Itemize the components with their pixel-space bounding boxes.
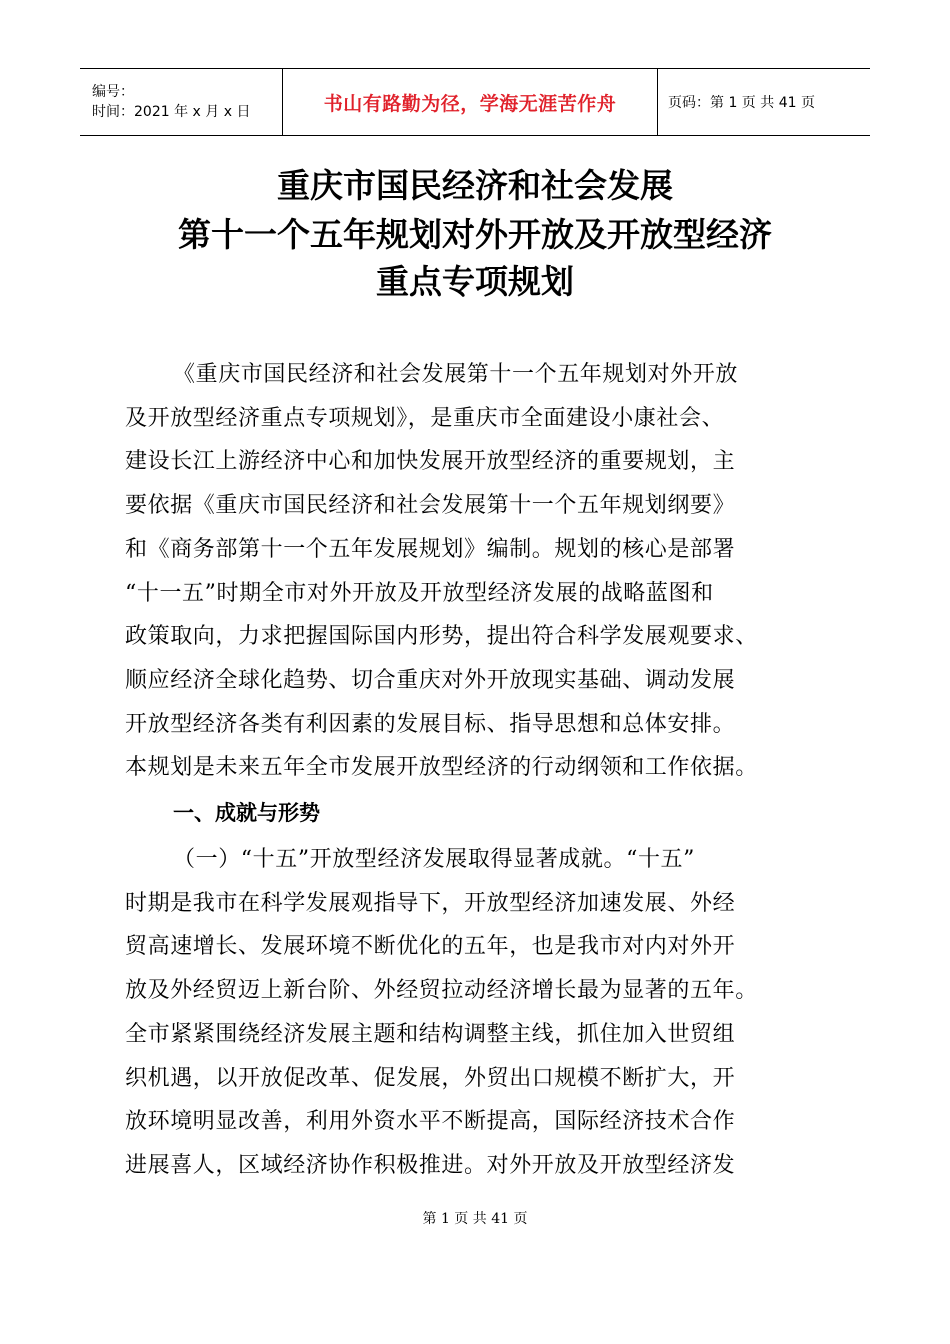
paragraph-line: 放环境明显改善，利用外资水平不断提高，国际经济技术合作 [125, 1109, 736, 1135]
document-time-label: 时间：2021 年 x 月 x 日 [92, 104, 251, 120]
paragraph-line: 全市紧紧围绕经济发展主题和结构调整主线，抓住加入世贸组 [125, 1021, 736, 1047]
paragraph-line: 及开放型经济重点专项规划》，是重庆市全面建设小康社会、 [125, 405, 725, 431]
paragraph-line: 进展喜人，区域经济协作积极推进。对外开放及开放型经济发 [125, 1152, 736, 1178]
paragraph-line: 《重庆市国民经济和社会发展第十一个五年规划对外开放 [173, 362, 739, 387]
paragraph-line: “十一五”时期全市对外开放及开放型经济发展的战略蓝图和 [125, 580, 714, 606]
section-heading: 一、成就与形势 [173, 801, 320, 825]
paragraph-line: 政策取向，力求把握国际国内形势，提出符合科学发展观要求、 [125, 624, 758, 650]
document-header [80, 68, 870, 136]
paragraph-line: 时期是我市在科学发展观指导下，开放型经济加速发展、外经 [125, 890, 736, 916]
paragraph-line: 开放型经济各类有利因素的发展目标、指导思想和总体安排。 [125, 711, 736, 737]
header-meta [80, 69, 282, 135]
section-paragraph [125, 838, 845, 1188]
title-line-1: 重庆市国民经济和社会发展 [277, 166, 673, 205]
paragraph-line: 放及外经贸迈上新台阶、外经贸拉动经济增长最为显著的五年。 [125, 978, 758, 1004]
paragraph-line: 贸高速增长、发展环境不断优化的五年，也是我市对内对外开 [125, 934, 736, 960]
paragraph-line: 建设长江上游经济中心和加快发展开放型经济的重要规划，主 [125, 449, 736, 475]
title-line-3: 重点专项规划 [376, 262, 574, 301]
paragraph-line: （一）“十五”开放型经济发展取得显著成就。“十五” [173, 847, 695, 872]
paragraph-line: 织机遇，以开放促改革、促发展，外贸出口规模不断扩大，开 [125, 1065, 736, 1091]
intro-paragraph [125, 353, 845, 790]
paragraph-line: 和《商务部第十一个五年发展规划》编制。规划的核心是部署 [125, 536, 736, 562]
title-line-2: 第十一个五年规划对外开放及开放型经济 [178, 215, 772, 254]
paragraph-line: 本规划是未来五年全市发展开放型经济的行动纲领和工作依据。 [125, 755, 758, 781]
header-motto-cell [282, 69, 658, 135]
header-motto: 书山有路勤为径，学海无涯苦作舟 [323, 92, 617, 115]
header-page-info: 页码：第 1 页 共 41 页 [668, 95, 815, 111]
page-footer: 第 1 页 共 41 页 [422, 1211, 528, 1227]
paragraph-line: 要依据《重庆市国民经济和社会发展第十一个五年规划纲要》 [125, 493, 736, 519]
paragraph-line: 顺应经济全球化趋势、切合重庆对外开放现实基础、调动发展 [125, 667, 736, 693]
document-number-label: 编号： [92, 84, 134, 100]
